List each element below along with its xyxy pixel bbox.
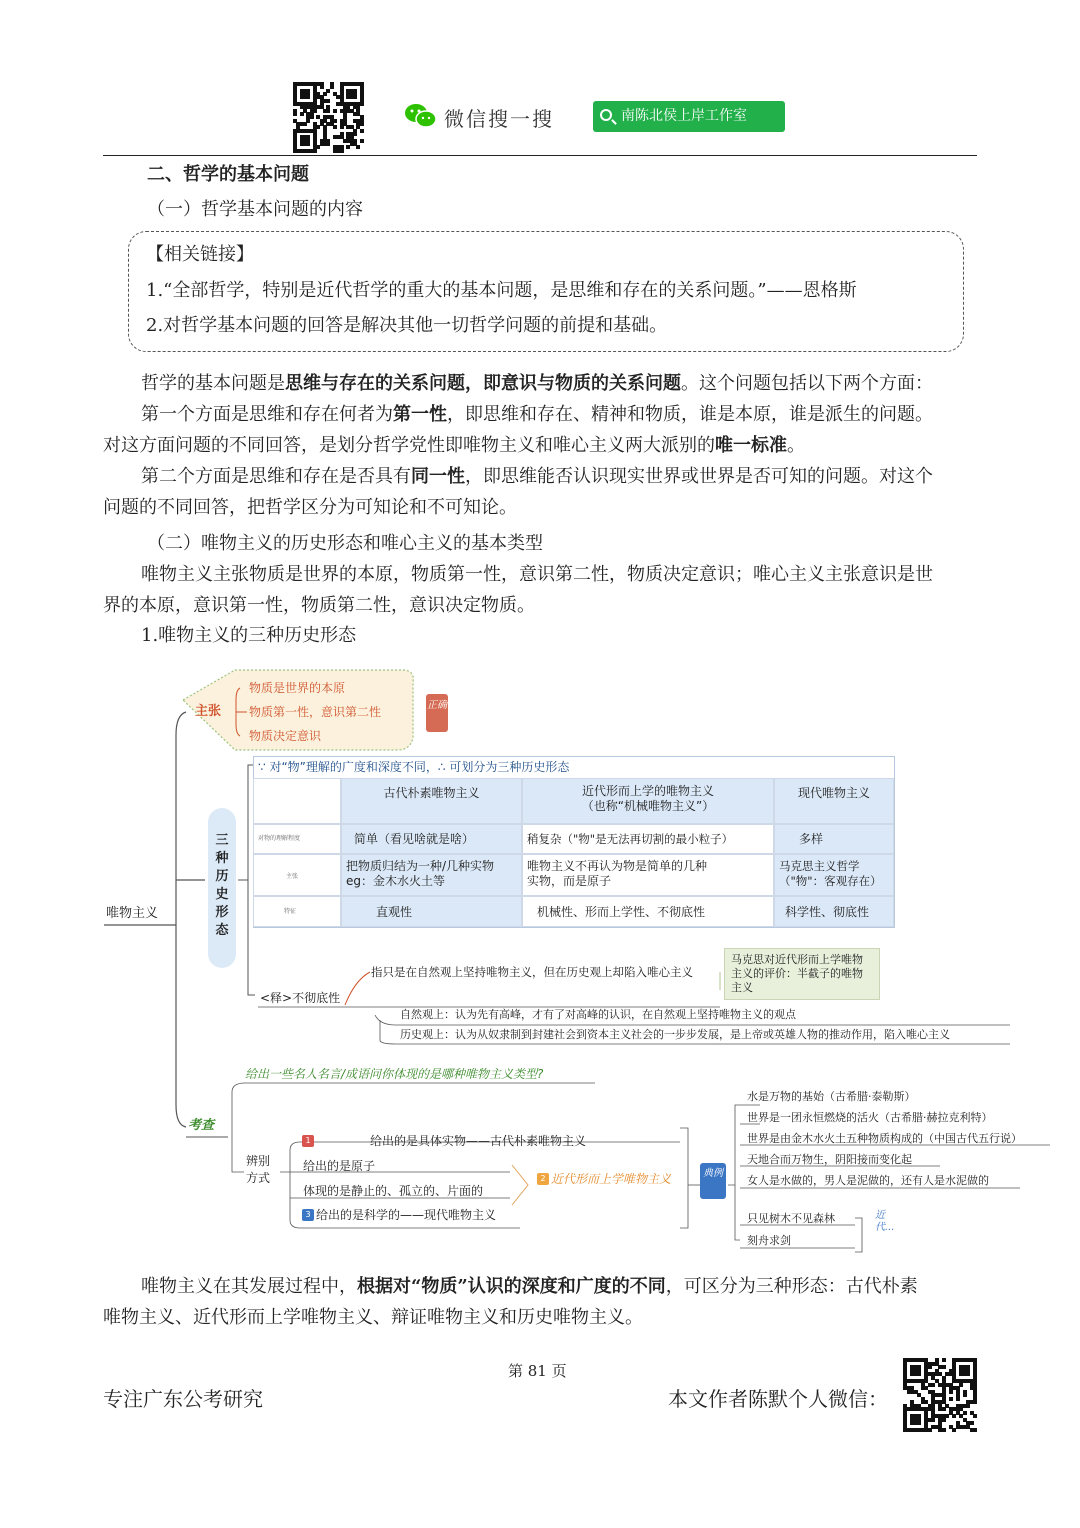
paragraph-3-line-2: 问题的不同回答，把哲学区分为可知论和不可知论。 [103,497,517,518]
qr-module [956,1397,960,1401]
bianbie-item-1: 给出的是具体实物——古代朴素唯物主义 [370,1134,587,1148]
subheading-1: （一）哲学基本问题的内容 [147,199,363,220]
qr-module [326,99,330,103]
qr-module [931,1418,935,1422]
shi-history-view: 历史观上：认为从奴隶制到封建社会到资本主义社会的一步步发展，是上帝或英雄人物的推动作用，陷入唯心主义 [400,1028,950,1041]
row-label-feature: 特征 [253,896,341,927]
example-4: 天地合而万物生，阴阳接而变化起 [747,1153,912,1166]
example-3: 世界是由金木水火土五种物质构成的（中国古代五行说） [747,1132,1022,1145]
qr-module [928,1428,932,1432]
shi-line-1: 指只是在自然观上坚持唯物主义，但在历史观上却陷入唯心主义 [371,965,693,979]
zhuzhang-item-1: 物质是世界的本原 [249,681,346,695]
zhuzhang-item-2: 物质第一性，意识第二性 [249,705,382,719]
meta-materialism-tag: 近代形而上学唯物主义 [551,1172,672,1186]
cell-meta-claim: 唯物主义不再认为物是简单的几种 实物，而是原子 [522,854,774,896]
qr-module [353,95,357,99]
qr-module [942,1358,946,1362]
cell-modern-claim: 马克思主义哲学 （"物"：客观存在） [774,854,894,896]
table-header-modern-meta: 近代形而上学的唯物主义 （也称“机械唯物主义”） [522,778,774,824]
cell-meta-understanding: 稍复杂（"物"是无法再切割的最小粒子） [522,824,774,854]
page-number: 第 81 页 [508,1362,567,1380]
qr-module [952,1414,956,1418]
example-5: 女人是水做的，男人是泥做的，还有人是水泥做的 [747,1174,989,1187]
qr-module [931,1383,935,1387]
qr-module [340,125,344,129]
mindmap-zhuzhang-label: 主张 [195,704,222,719]
qr-module [949,1397,953,1401]
table-header-modern: 现代唯物主义 [774,778,894,824]
qr-module [346,145,350,149]
paragraph-5-line-2: 唯物主义、近代形而上学唯物主义、辩证唯物主义和历史唯物主义。 [103,1307,643,1328]
jindai-tag: 近代... [875,1210,895,1233]
row-label-claim: 主张 [253,854,341,896]
dianli-tag: 典例 [700,1163,726,1199]
kaocha-label: 考查 [188,1118,215,1133]
qr-module [333,109,337,113]
zhuzhang-item-3: 物质决定意识 [249,729,322,743]
bianbie-item-4: 给出的是科学的——现代唯物主义 [316,1208,497,1222]
link-box-line-2: 2.对哲学基本问题的回答是解决其他一切哲学问题的前提和基础。 [146,315,668,336]
qr-module [306,95,310,99]
link-box-title: 【相关链接】 [146,244,254,265]
qr-code-icon [903,1358,977,1432]
cell-ancient-claim: 把物质归结为一种/几种实物 eg：金木水火土等 [341,854,522,896]
qr-module [942,1428,946,1432]
correct-tag: 正确 [426,694,448,732]
example-2: 世界是一团永恒燃烧的活火（古希腊·赫拉克利特） [747,1111,993,1124]
link-box-line-1: 1.“全部哲学，特别是近代哲学的重大的基本问题，是思维和存在的关系问题。”——恩格斯 [146,280,857,301]
table-header-ancient: 古代朴素唯物主义 [341,778,522,824]
shi-nature-view: 自然观上：认为先有高峰，才有了对高峰的认识，在自然观上坚持唯物主义的观点 [400,1008,796,1021]
bianbie-item-2: 给出的是原子 [303,1159,376,1173]
cell-meta-feature: 机械性、形而上学性、不彻底性 [522,896,774,927]
example-7: 刻舟求剑 [747,1234,791,1247]
three-forms-label: 三种历史形态 [215,833,229,938]
qr-module [942,1418,946,1422]
qr-module [306,142,310,146]
qr-module [356,145,360,149]
marx-evaluation-callout: 马克思对近代形而上学唯物主义的评价：半截子的唯物主义 [724,948,880,1000]
qr-module [942,1365,946,1369]
qr-module [963,1411,967,1415]
qr-module [945,1414,949,1418]
qr-module [942,1407,946,1411]
example-6: 只见树木不见森林 [747,1212,835,1225]
badge-1: 1 [302,1135,314,1147]
search-label: 微信搜一搜 [444,107,554,131]
qr-module [326,109,330,113]
qr-module [973,1414,977,1418]
paragraph-3-line-1: 第二个方面是思维和存在是否具有同一性，即思维能否认识现实世界或世界是否可知的问题。对这个 [141,466,933,487]
table-title: ∵ 对“物”理解的广度和深度不同，∴ 可划分为三种历史形态 [258,760,570,774]
cell-modern-feature: 科学性、彻底性 [774,896,894,927]
paragraph-2-line-2: 对这方面问题的不同回答，是划分哲学党性即唯物主义和唯心主义两大派别的唯一标准。 [103,435,805,456]
footer-left-text: 专注广东公考研究 [103,1387,263,1411]
search-pill-label: 南陈北侯上岸工作室 [621,108,747,124]
qr-module [326,142,330,146]
qr-module [928,1365,932,1369]
mindmap-root: 唯物主义 [106,906,159,921]
qr-module [973,1400,977,1404]
kaocha-question: 给出一些名人名言/成语问你体现的是哪种唯物主义类型? [245,1067,544,1081]
qr-module [952,1428,956,1432]
qr-module [293,112,297,116]
example-1: 水是万物的基始（古希腊·泰勒斯） [747,1090,916,1103]
subheading-2: （二）唯物主义的历史形态和唯心主义的基本类型 [147,533,543,554]
qr-module [303,122,307,126]
qr-module [917,1372,921,1376]
qr-module [963,1393,967,1397]
paragraph-2-line-1: 第一个方面是思维和存在何者为第一性，即思维和存在、精神和物质，谁是本原，谁是派生的问题。 [141,404,933,425]
row-label-understanding: 对物的理解程度 [253,824,341,854]
paragraph-4-line-2: 界的本原，意识第一性，物质第二性，意识决定物质。 [103,595,535,616]
footer-right-text: 本文作者陈默个人微信： [668,1387,888,1411]
cell-modern-understanding: 多样 [774,824,894,854]
table-corner [253,778,341,824]
paragraph-5-line-1: 唯物主义在其发展过程中，根据对“物质”认识的深度和广度的不同，可区分为三种形态：古代朴素 [141,1276,918,1297]
cell-ancient-feature: 直观性 [341,896,522,927]
qr-module [917,1421,921,1425]
bianbie-item-3: 体现的是静止的、孤立的、片面的 [303,1184,484,1198]
header-divider [103,155,977,156]
qr-module [300,112,304,116]
qr-module [966,1372,970,1376]
qr-module [313,149,317,153]
search-pill-button[interactable] [593,101,785,132]
qr-module [966,1404,970,1408]
wechat-logo-icon [404,102,438,130]
qr-module [973,1428,977,1432]
search-icon [600,109,612,121]
paragraph-1: 哲学的基本问题是思维与存在的关系问题，即意识与物质的关系问题。这个问题包括以下两个方面： [141,373,933,394]
shi-label: <释>不彻底性 [260,991,341,1005]
cell-ancient-understanding: 简单（看见啥就是啥） [341,824,522,854]
badge-3: 3 [302,1209,314,1221]
qr-module [959,1383,963,1387]
bianbie-label: 辨别方式 [246,1154,271,1185]
qr-module [360,129,364,133]
qr-module [333,125,337,129]
qr-module [949,1390,953,1394]
section-heading: 二、哲学的基本问题 [147,164,309,185]
badge-2: 2 [537,1173,549,1185]
mindmap-connectors [0,660,1080,1260]
qr-module [320,85,324,89]
paragraph-4-line-1: 唯物主义主张物质是世界的本原，物质第一性，意识第二性，物质决定意识；唯心主义主张意识是世 [141,564,933,585]
qr-module [360,139,364,143]
qr-module [340,149,344,153]
subheading-3: 1.唯物主义的三种历史形态 [141,625,357,646]
qr-code-icon [293,82,363,152]
qr-module [970,1421,974,1425]
